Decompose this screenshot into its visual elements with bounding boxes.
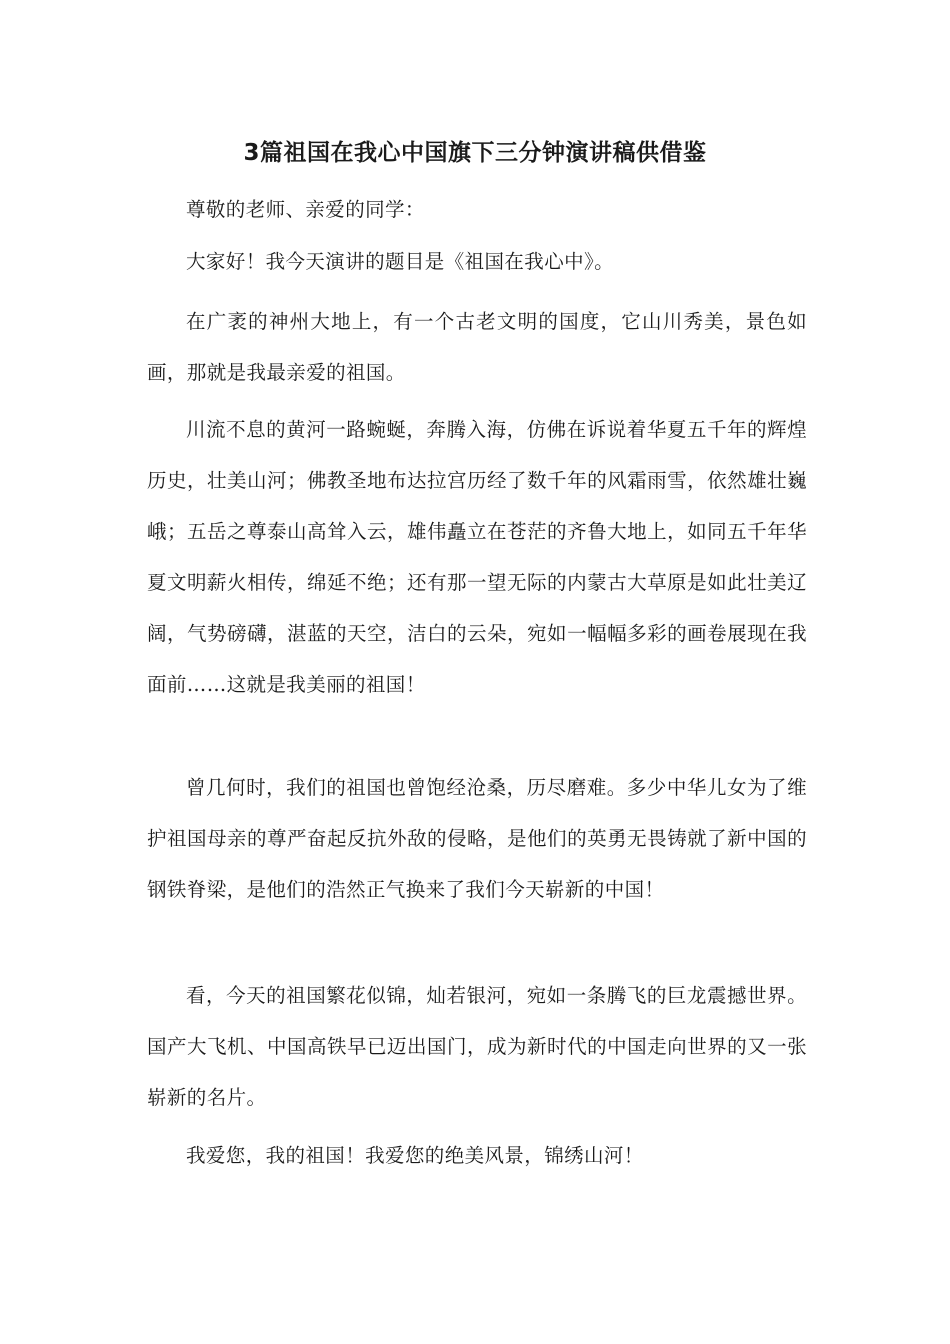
paragraph-landscapes: 川流不息的黄河一路蜿蜒，奔腾入海，仿佛在诉说着华夏五千年的辉煌历史，壮美山河；佛教圣地布达拉宫历经了数千年的风霜雨雪，依然雄壮巍峨；五岳之尊泰山高耸入云，雄伟矗立在苍茫的齐鲁大地上，如同五千年华夏文明薪火相传，绵延不绝；还有那一望无际的内蒙古大草原是如此壮美辽阔，气势磅礴，湛蓝的天空，洁白的云朵，宛如一幅幅多彩的画卷展现在我面前……这就是我美丽的祖国！ (147, 418, 807, 696)
paragraph-history: 曾几何时，我们的祖国也曾饱经沧桑，历尽磨难。多少中华儿女为了维护祖国母亲的尊严奋起反抗外敌的侵略，是他们的英勇无畏铸就了新中国的钢铁脊梁，是他们的浩然正气换来了我们今天崭新的中国！ (147, 776, 807, 901)
paragraph-introduction: 大家好！我今天演讲的题目是《祖国在我心中》。 (186, 250, 615, 273)
paragraph-motherland: 在广袤的神州大地上，有一个古老文明的国度，它山川秀美，景色如画，那就是我最亲爱的祖国。 (147, 310, 807, 384)
paragraph-greeting: 尊敬的老师、亲爱的同学： (186, 198, 425, 221)
paragraph-today: 看，今天的祖国繁花似锦，灿若银河，宛如一条腾飞的巨龙震撼世界。国产大飞机、中国高铁早已迈出国门，成为新时代的中国走向世界的又一张崭新的名片。 (147, 984, 807, 1109)
paragraph-closing: 我爱您，我的祖国！我爱您的绝美风景，锦绣山河！ (186, 1144, 644, 1167)
document-title: 3篇祖国在我心中国旗下三分钟演讲稿供借鉴 (243, 140, 707, 166)
